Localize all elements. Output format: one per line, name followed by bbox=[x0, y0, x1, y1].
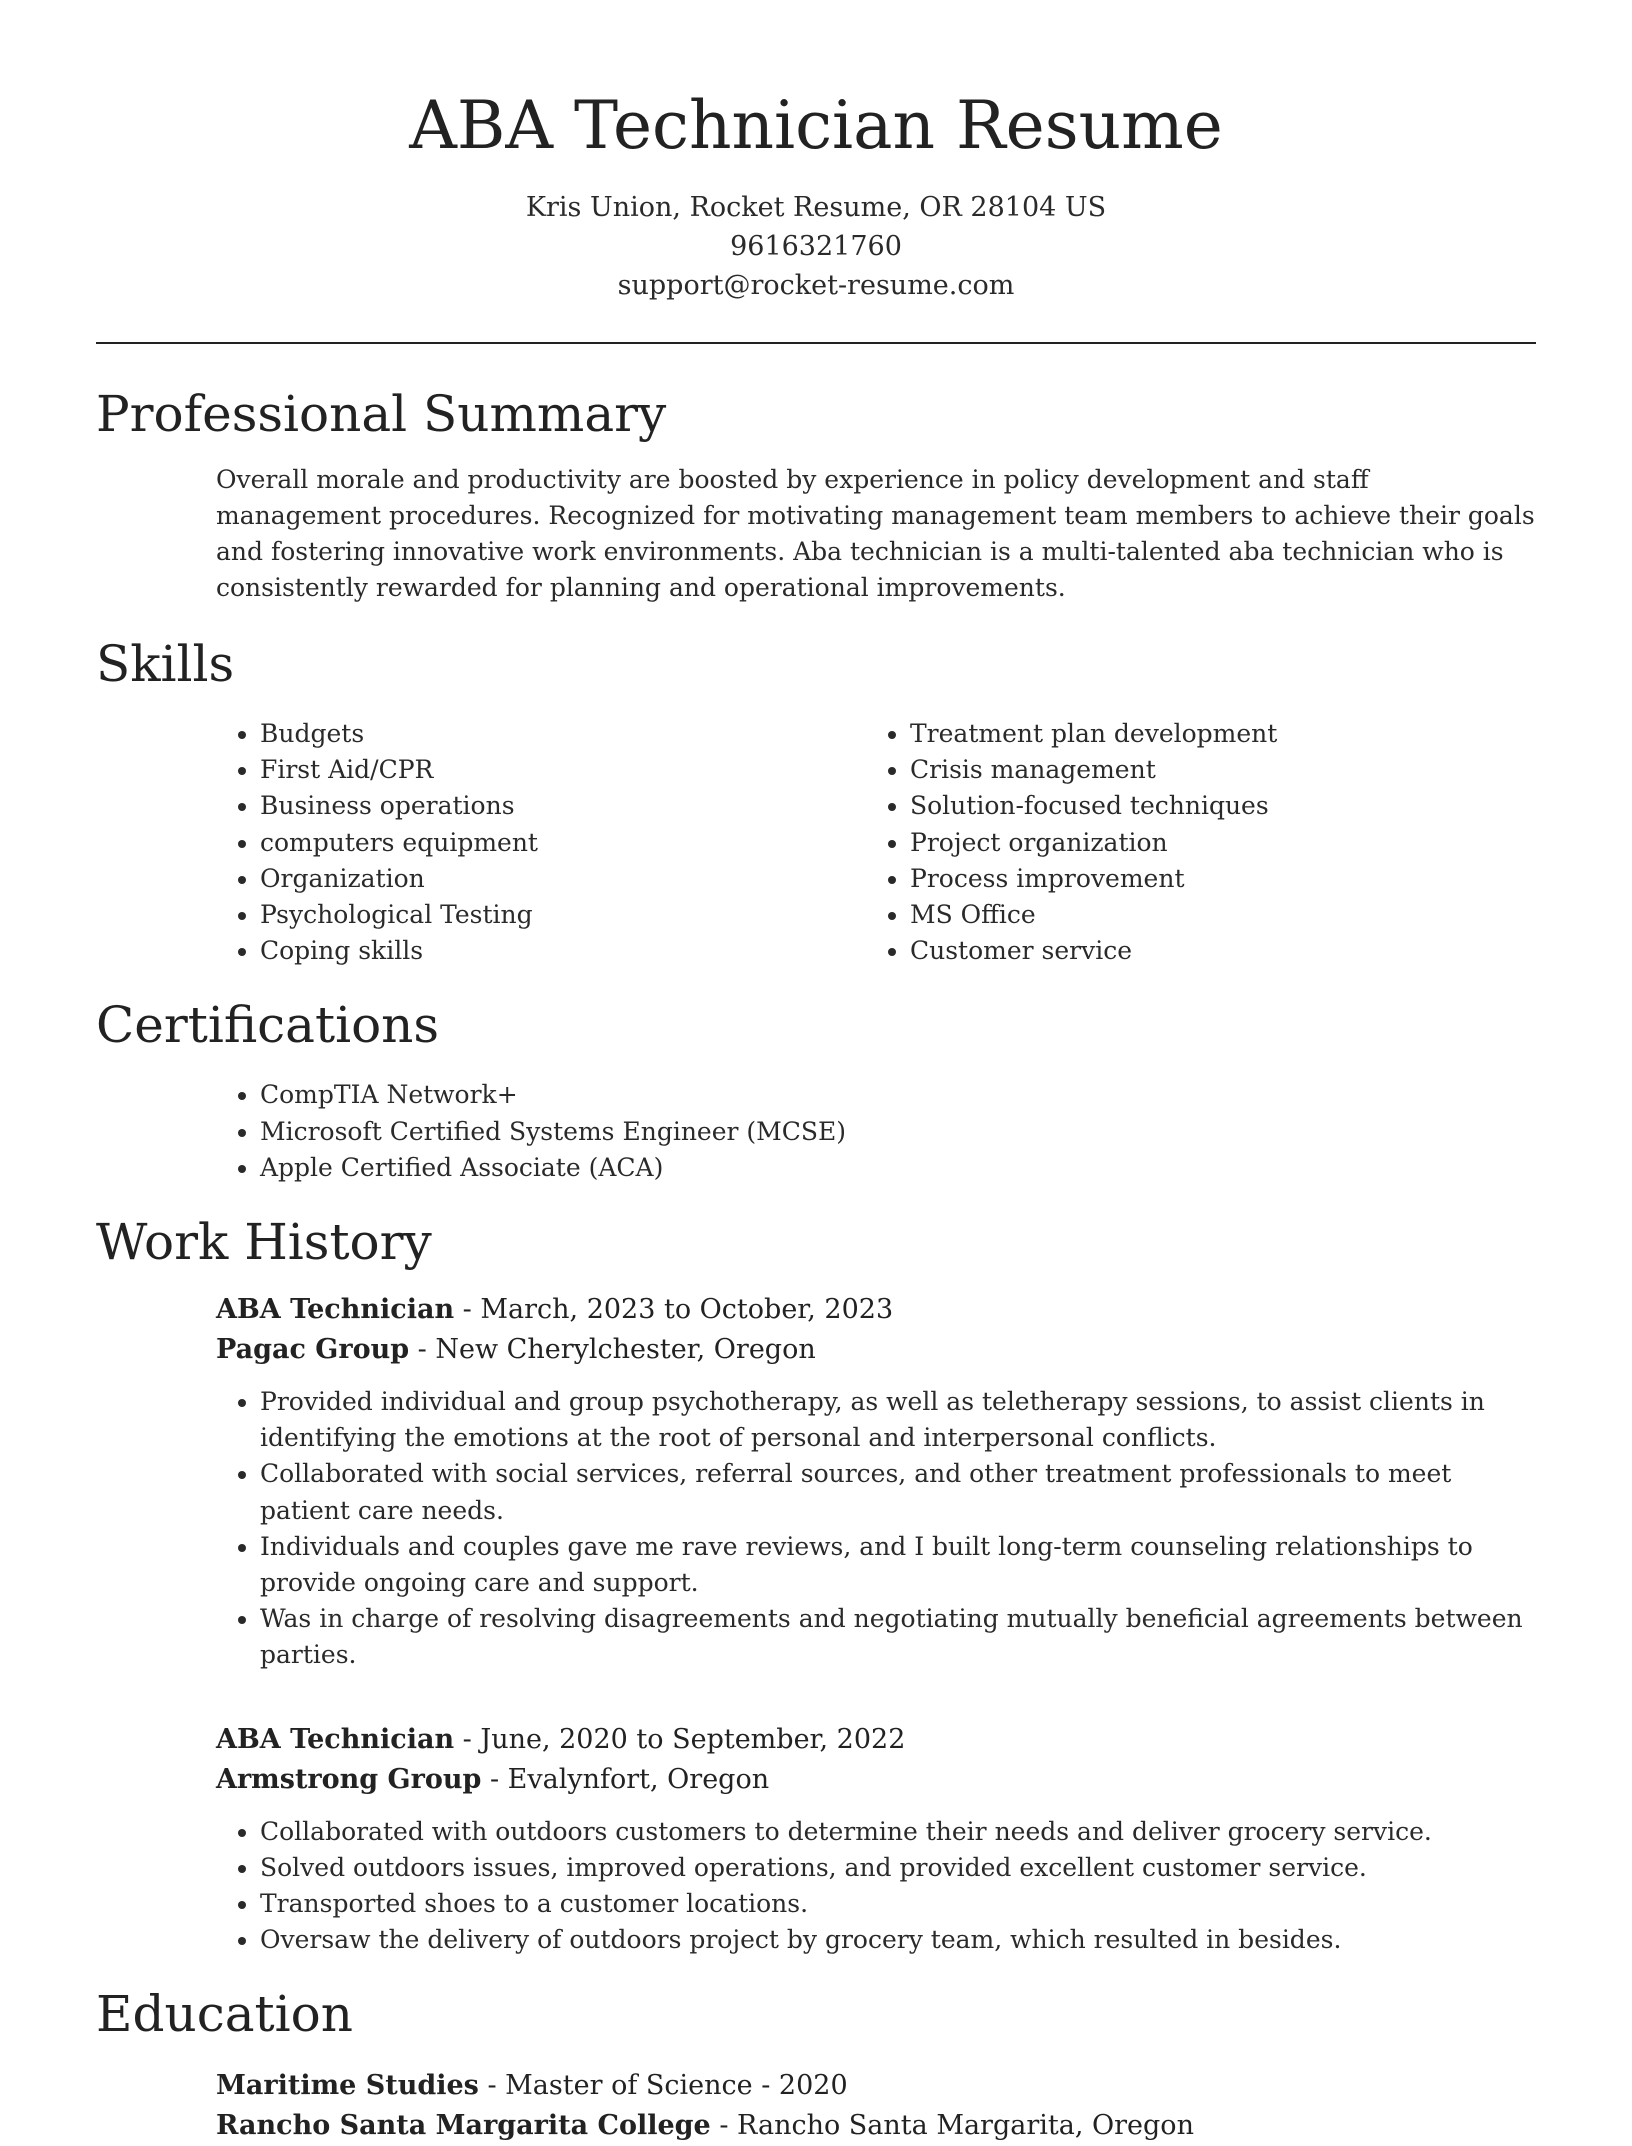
certifications-list bbox=[216, 1077, 1536, 1186]
job-bullet: • Individuals and couples gave me rave reviews, and I built long-term counseling relationships to provide ongoing care and support. bbox=[260, 1529, 1536, 1601]
certification-item: • CompTIA Network+ bbox=[260, 1077, 1536, 1113]
job-company-line bbox=[216, 1760, 1536, 1800]
job-dates: - June, 2020 to September, 2022 bbox=[454, 1723, 906, 1755]
job-bullets bbox=[216, 1814, 1536, 1959]
skills-right-list bbox=[866, 716, 1516, 969]
job-entry bbox=[216, 1290, 1536, 1674]
education-school-line bbox=[216, 2106, 1536, 2146]
summary-text: Overall morale and productivity are boosted by experience in policy development and staff management procedures. Recognized for motivating management team members to achieve their goals and fostering innovative work environments. Aba technician is a multi-talented aba technician who is consistently rewarded for planning and operational improvements. bbox=[216, 465, 1535, 602]
education-degree-line bbox=[216, 2066, 1536, 2106]
education-location: - Rancho Santa Margarita, Oregon bbox=[710, 2110, 1194, 2142]
skill-item: • Treatment plan development bbox=[910, 716, 1516, 752]
job-bullet: • Provided individual and group psychotherapy, as well as teletherapy sessions, to assist clients in identifying the emotions at the root of personal and interpersonal conflicts. bbox=[260, 1384, 1536, 1456]
job-bullets bbox=[216, 1384, 1536, 1674]
skill-item: • Project organization bbox=[910, 825, 1516, 861]
skills-heading: Skills bbox=[96, 635, 235, 693]
job-location: - Evalynfort, Oregon bbox=[481, 1763, 770, 1795]
job-dates: - March, 2023 to October, 2023 bbox=[454, 1294, 894, 1326]
skill-item: • Budgets bbox=[260, 716, 866, 752]
resume-header bbox=[0, 0, 1632, 305]
job-bullet: • Was in charge of resolving disagreements and negotiating mutually beneficial agreements between parties. bbox=[260, 1601, 1536, 1673]
skill-item: • Business operations bbox=[260, 788, 866, 824]
certification-item: • Microsoft Certified Systems Engineer (MCSE) bbox=[260, 1114, 1536, 1150]
skill-item: • computers equipment bbox=[260, 825, 866, 861]
job-company: Pagac Group bbox=[216, 1334, 410, 1366]
skill-item: • Process improvement bbox=[910, 861, 1516, 897]
certifications-section bbox=[96, 991, 1536, 1186]
job-title-line bbox=[216, 1720, 1536, 1760]
skills-section bbox=[96, 630, 1536, 969]
resume-body bbox=[96, 380, 1536, 2146]
work-history-section bbox=[96, 1208, 1536, 1958]
job-bullet: • Collaborated with outdoors customers to determine their needs and deliver grocery service. bbox=[260, 1814, 1536, 1850]
job-title: ABA Technician bbox=[216, 1723, 455, 1755]
skill-item: • Coping skills bbox=[260, 933, 866, 969]
skill-item: • Organization bbox=[260, 861, 866, 897]
education-heading: Education bbox=[96, 1985, 353, 2044]
job-company-line bbox=[216, 1330, 1536, 1370]
resume-title: ABA Technician Resume bbox=[409, 87, 1223, 164]
job-title-line bbox=[216, 1290, 1536, 1330]
certifications-heading: Certifications bbox=[96, 996, 440, 1055]
work-history-heading: Work History bbox=[96, 1213, 432, 1272]
skill-item: • MS Office bbox=[910, 897, 1516, 933]
summary-heading: Professional Summary bbox=[96, 385, 667, 443]
job-bullet: • Transported shoes to a customer locations. bbox=[260, 1886, 1536, 1922]
summary-section bbox=[96, 380, 1536, 606]
skills-columns bbox=[216, 716, 1536, 969]
education-school: Rancho Santa Margarita College bbox=[216, 2110, 711, 2142]
job-bullet: • Collaborated with social services, referral sources, and other treatment professionals to meet patient care needs. bbox=[260, 1456, 1536, 1528]
skill-item: • Psychological Testing bbox=[260, 897, 866, 933]
job-entry bbox=[216, 1720, 1536, 1959]
skills-left-list bbox=[216, 716, 866, 969]
contact-block bbox=[0, 188, 1632, 305]
contact-phone: 9616321760 bbox=[730, 231, 902, 262]
job-company: Armstrong Group bbox=[216, 1763, 482, 1795]
certification-item: • Apple Certified Associate (ACA) bbox=[260, 1150, 1536, 1186]
education-entry bbox=[216, 2066, 1536, 2146]
skill-item: • Solution-focused techniques bbox=[910, 788, 1516, 824]
education-section bbox=[96, 1980, 1536, 2146]
job-bullet: • Solved outdoors issues, improved operations, and provided excellent customer service. bbox=[260, 1850, 1536, 1886]
skill-item: • Customer service bbox=[910, 933, 1516, 969]
education-field: Maritime Studies bbox=[216, 2070, 479, 2102]
skill-item: • First Aid/CPR bbox=[260, 752, 866, 788]
contact-email: support@rocket-resume.com bbox=[617, 270, 1015, 301]
job-location: - New Cherylchester, Oregon bbox=[409, 1334, 816, 1366]
job-title: ABA Technician bbox=[216, 1294, 455, 1326]
header-divider bbox=[96, 342, 1536, 344]
education-degree: - Master of Science - 2020 bbox=[478, 2070, 848, 2102]
skill-item: • Crisis management bbox=[910, 752, 1516, 788]
contact-address: Kris Union, Rocket Resume, OR 28104 US bbox=[525, 192, 1107, 223]
job-bullet: • Oversaw the delivery of outdoors project by grocery team, which resulted in besides. bbox=[260, 1922, 1536, 1958]
